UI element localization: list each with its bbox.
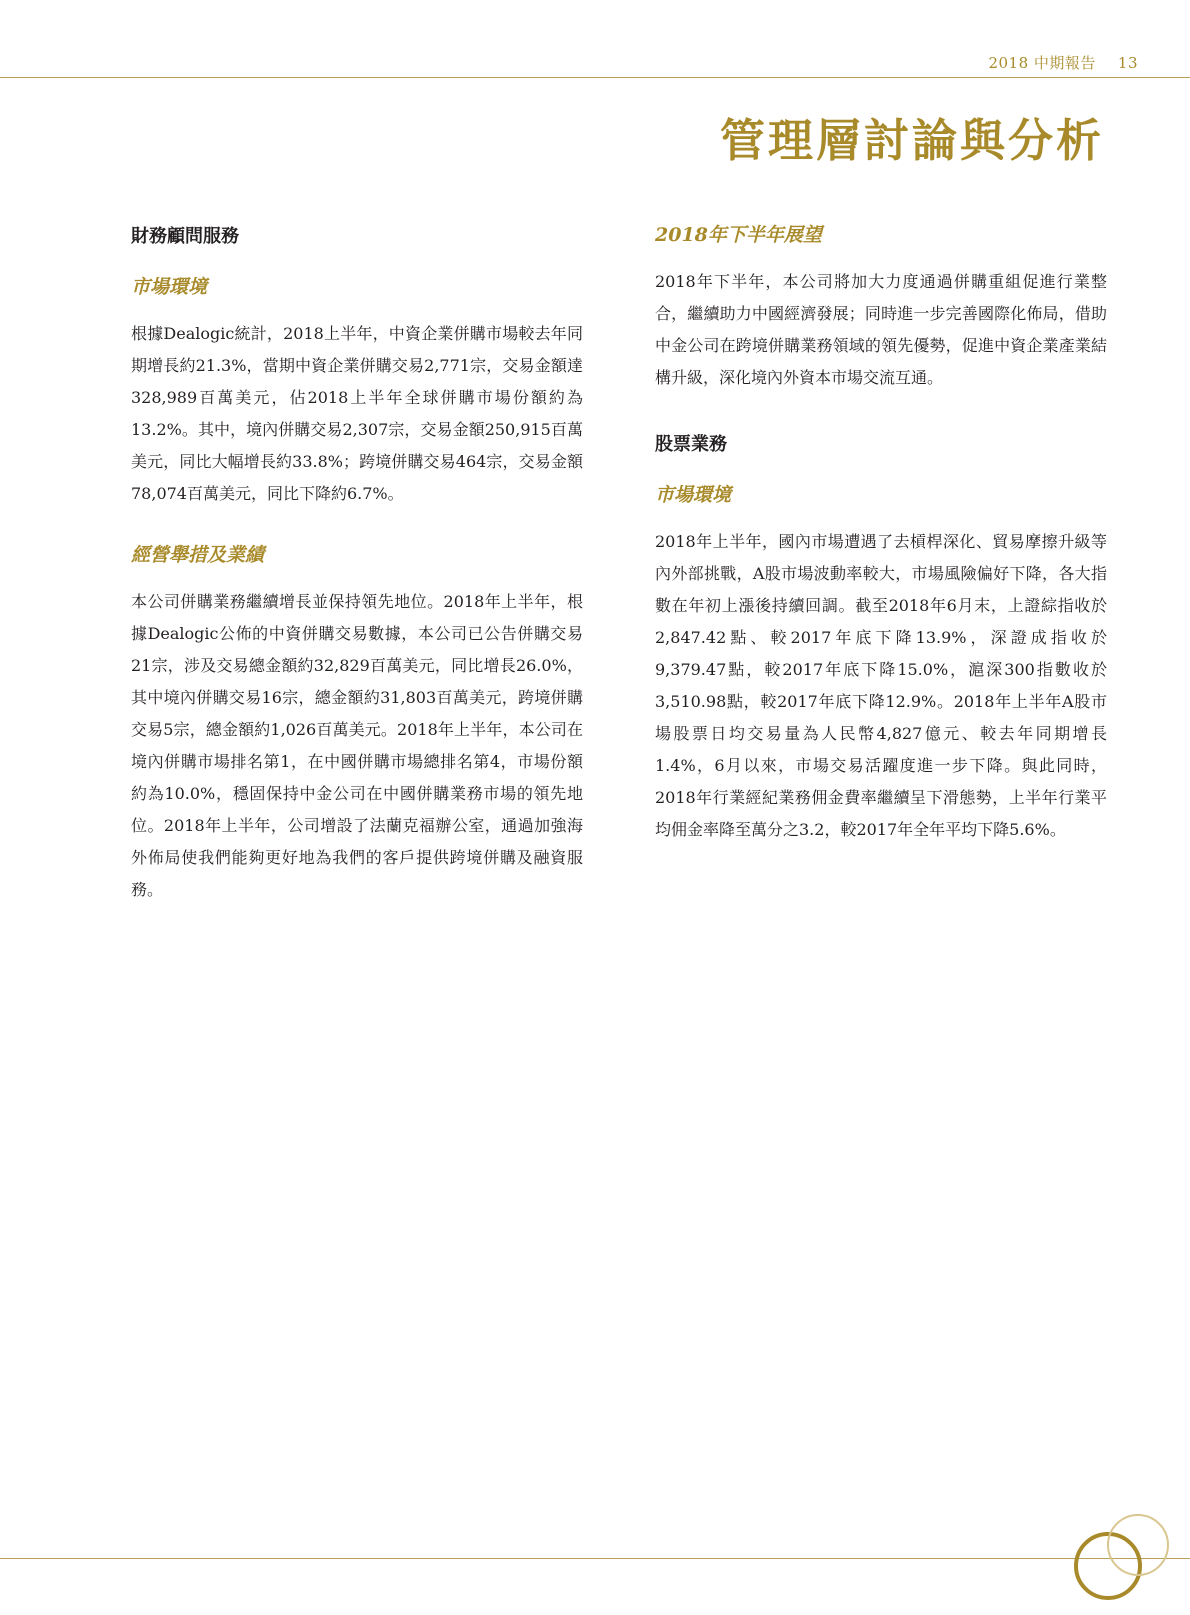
running-header: [988, 52, 1138, 73]
section-heading-equities: 股票業務: [655, 434, 727, 455]
page-header: [0, 0, 1190, 78]
subheading-outlook: 2018年下半年展望: [655, 224, 822, 246]
left-column: [131, 220, 583, 906]
subheading-equities-market-environment: 市場環境: [655, 484, 732, 506]
report-name: 2018 中期報告: [988, 54, 1096, 72]
right-column: [655, 220, 1107, 846]
subheading-operations: 經營舉措及業績: [131, 544, 265, 566]
page-title: 管理層討論與分析: [719, 114, 1104, 167]
paragraph-market-environment: 根據Dealogic統計，2018上半年，中資企業併購市場較去年同期增長約21.3%，當期中資企業併購交易2,771宗，交易金額達328,989百萬美元，佔2018上半年全球併購市場份額約為13.2%。其中，境內併購交易2,307宗，交易金額250,915百萬美元，同比大幅增長約33.8%；跨境併購交易464宗，交易金額78,074百萬美元，同比下降約6.7%。: [131, 324, 583, 503]
header-divider: [0, 77, 1190, 78]
paragraph-outlook: 2018年下半年，本公司將加大力度通過併購重組促進行業整合，繼續助力中國經濟發展；同時進一步完善國際化佈局，借助中金公司在跨境併購業務領域的領先優勢，促進中資企業產業結構升級，深化境內外資本市場交流互通。: [655, 272, 1107, 387]
paragraph-equities-market: 2018年上半年，國內市場遭遇了去槓桿深化、貿易摩擦升級等內外部挑戰，A股市場波動率較大，市場風險偏好下降，各大指數在年初上漲後持續回調。截至2018年6月末，上證綜指收於2,847.42點、較2017年底下降13.9%，深證成指收於9,379.47點，較2017年底下降15.0%，滬深300指數收於3,510.98點，較2017年底下降12.9%。2018年上半年A股市場股票日均交易量為人民幣4,827億元、較去年同期增長1.4%，6月以來，市場交易活躍度進一步下降。與此同時，2018年行業經紀業務佣金費率繼續呈下滑態勢，上半年行業平均佣金率降至萬分之3.2，較2017年全年平均下降5.6%。: [655, 532, 1107, 839]
section-heading-financial-advisory: 財務顧問服務: [131, 226, 239, 247]
subheading-market-environment: 市場環境: [131, 276, 208, 298]
paragraph-operations: 本公司併購業務繼續增長並保持領先地位。2018年上半年，根據Dealogic公佈的中資併購交易數據，本公司已公告併購交易21宗，涉及交易總金額約32,829百萬美元，同比增長26.0%，其中境內併購交易16宗，總金額約31,803百萬美元，跨境併購交易5宗，總金額約1,026百萬美元。2018年上半年，本公司在境內併購市場排名第1，在中國併購市場總排名第4，市場份額約為10.0%，穩固保持中金公司在中國併購業務市場的領先地位。2018年上半年，公司增設了法蘭克福辦公室，通過加強海外佈局使我們能夠更好地為我們的客戶提供跨境併購及融資服務。: [131, 592, 583, 899]
footer-divider: [0, 1558, 1190, 1559]
decorative-rings-icon: [1060, 1500, 1190, 1615]
page-number: 13: [1117, 54, 1138, 72]
